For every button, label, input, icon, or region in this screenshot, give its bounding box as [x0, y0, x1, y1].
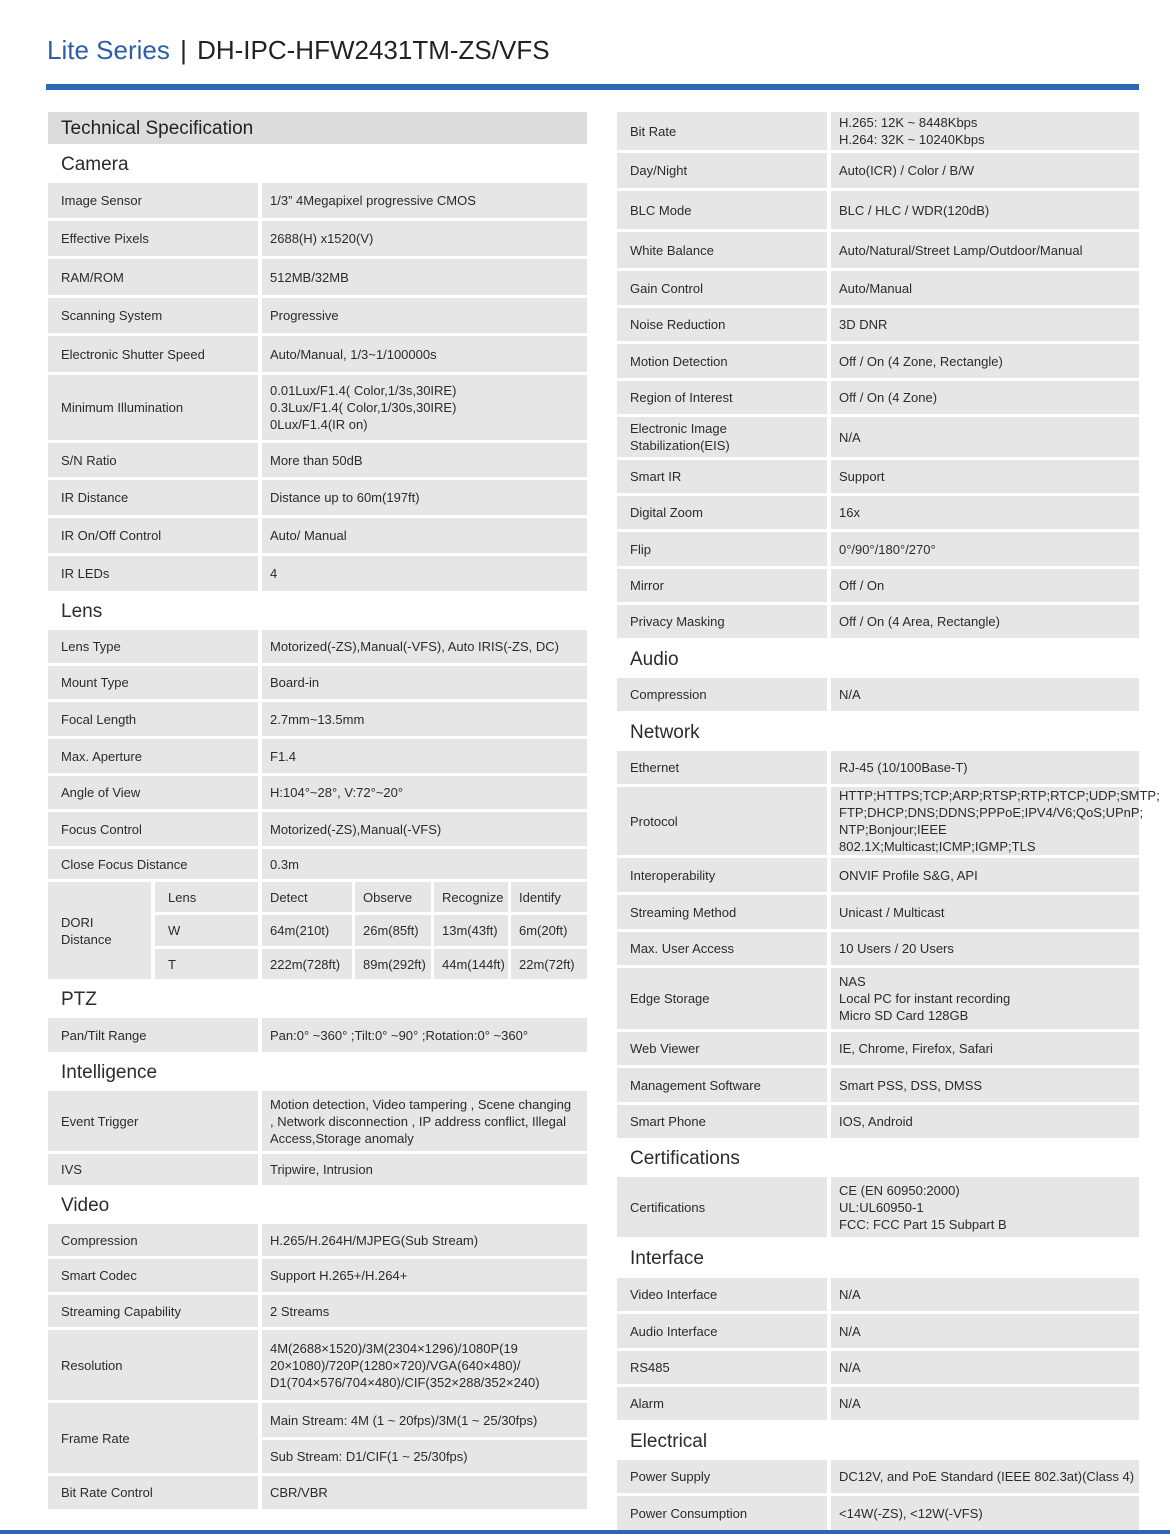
spec-row-noise-reduction: Noise Reduction 3D DNR — [617, 308, 1139, 344]
spec-row-ir-control: IR On/Off Control Auto/ Manual — [48, 518, 587, 556]
spec-row-sn-ratio: S/N Ratio More than 50dB — [48, 443, 587, 480]
spec-row-image-sensor: Image Sensor 1/3” 4Megapixel progressive CMOS — [48, 183, 587, 221]
dori-row-w: W 64m(210t) 26m(85ft) 13m(43ft) 6m(20ft) — [48, 915, 587, 949]
spec-row-white-balance: White Balance Auto/Natural/Street Lamp/Outdoor/Manual — [617, 232, 1139, 271]
header-separator: | — [180, 35, 187, 65]
dori-header-observe: Observe — [355, 882, 434, 915]
header-rule — [46, 84, 1139, 90]
section-interface: Interface — [617, 1240, 1139, 1278]
section-electrical: Electrical — [617, 1423, 1139, 1460]
spec-row-rs485: RS485 N/A — [617, 1351, 1139, 1387]
spec-row-smart-phone: Smart Phone IOS, Android — [617, 1105, 1139, 1141]
spec-row-interoperability: Interoperability ONVIF Profile S&G, API — [617, 858, 1139, 895]
spec-row-audio-interface: Audio Interface N/A — [617, 1314, 1139, 1351]
spec-row-alarm: Alarm N/A — [617, 1387, 1139, 1423]
spec-title: Technical Specification — [48, 112, 587, 147]
frame-rate-label: Frame Rate — [48, 1403, 262, 1476]
section-ptz: PTZ — [48, 982, 587, 1018]
section-camera: Camera — [48, 147, 587, 183]
spec-row-flip: Flip 0°/90°/180°/270° — [617, 532, 1139, 569]
spec-row-eis: Electronic Image Stabilization(EIS) N/A — [617, 417, 1139, 460]
spec-row-blc-mode: BLC Mode BLC / HLC / WDR(120dB) — [617, 191, 1139, 232]
spec-row-video-interface: Video Interface N/A — [617, 1278, 1139, 1314]
section-certifications: Certifications — [617, 1141, 1139, 1177]
spec-row-power-consumption: Power Consumption <14W(-ZS), <12W(-VFS) — [617, 1496, 1139, 1533]
spec-row-mount-type: Mount Type Board-in — [48, 666, 587, 702]
spec-row-angle-of-view: Angle of View H:104°~28°, V:72°~20° — [48, 776, 587, 812]
spec-row-ram-rom: RAM/ROM 512MB/32MB — [48, 259, 587, 298]
spec-row-video-compression: Compression H.265/H.264H/MJPEG(Sub Stream) — [48, 1224, 587, 1259]
spec-row-resolution: Resolution 4M(2688×1520)/3M(2304×1296)/1080P(19 20×1080)/720P(1280×720)/VGA(640×480)/ D1(704×576/704×480)/CIF(352×288/352×240) — [48, 1330, 587, 1403]
spec-row-motion-detection: Motion Detection Off / On (4 Zone, Rectangle) — [617, 344, 1139, 381]
spec-row-bit-rate: Bit Rate H.265: 12K ~ 8448Kbps H.264: 32K ~ 10240Kbps — [617, 112, 1139, 153]
dori-label: DORI Distance — [48, 882, 155, 982]
spec-row-streaming-method: Streaming Method Unicast / Multicast — [617, 895, 1139, 932]
spec-row-mirror: Mirror Off / On — [617, 569, 1139, 605]
spec-row-protocol: Protocol HTTP;HTTPS;TCP;ARP;RTSP;RTP;RTCP;UDP;SMTP; FTP;DHCP;DNS;DDNS;PPPoE;IPV4/V6;QoS;UPnP; NTP;Bonjour;IEEE 802.1X;Multicast;ICMP;IGMP;TLS — [617, 787, 1139, 858]
spec-row-max-aperture: Max. Aperture F1.4 — [48, 739, 587, 776]
spec-row-management-software: Management Software Smart PSS, DSS, DMSS — [617, 1068, 1139, 1105]
spec-row-frame-rate-main — [48, 1403, 587, 1440]
spec-row-pan-tilt: Pan/Tilt Range Pan:0° ~360° ;Tilt:0° ~90° ;Rotation:0° ~360° — [48, 1018, 587, 1055]
spec-row-ir-distance: IR Distance Distance up to 60m(197ft) — [48, 480, 587, 518]
dori-header-identify: Identify — [511, 882, 587, 915]
section-lens: Lens — [48, 594, 587, 630]
footer-rule — [0, 1530, 1170, 1534]
dori-header-lens: Lens — [155, 882, 262, 915]
spec-row-audio-compression: Compression N/A — [617, 678, 1139, 714]
spec-row-smart-ir: Smart IR Support — [617, 460, 1139, 496]
frame-rate-main: Main Stream: 4M (1 ~ 20fps)/3M(1 ~ 25/30fps) — [262, 1403, 587, 1440]
spec-row-focal-length: Focal Length 2.7mm~13.5mm — [48, 702, 587, 739]
dori-header-row — [48, 882, 587, 915]
frame-rate-sub: Sub Stream: D1/CIF(1 ~ 25/30fps) — [262, 1440, 587, 1476]
section-network: Network — [617, 714, 1139, 751]
spec-row-web-viewer: Web Viewer IE, Chrome, Firefox, Safari — [617, 1032, 1139, 1068]
spec-row-event-trigger: Event Trigger Motion detection, Video tampering , Scene changing , Network disconnection , IP address conflict, Illegal Access,Storage anomaly — [48, 1091, 587, 1154]
spec-row-day-night: Day/Night Auto(ICR) / Color / B/W — [617, 153, 1139, 191]
spec-row-privacy-masking: Privacy Masking Off / On (4 Area, Rectangle) — [617, 605, 1139, 641]
spec-row-close-focus: Close Focus Distance 0.3m — [48, 849, 587, 882]
spec-row-ethernet: Ethernet RJ-45 (10/100Base-T) — [617, 751, 1139, 787]
section-intelligence: Intelligence — [48, 1055, 587, 1091]
spec-row-ir-leds: IR LEDs 4 — [48, 556, 587, 594]
spec-row-digital-zoom: Digital Zoom 16x — [617, 496, 1139, 532]
spec-row-effective-pixels: Effective Pixels 2688(H) x1520(V) — [48, 221, 587, 259]
dori-header-detect: Detect — [262, 882, 355, 915]
spec-row-shutter-speed: Electronic Shutter Speed Auto/Manual, 1/3~1/100000s — [48, 336, 587, 375]
dori-row-t: T 222m(728ft) 89m(292ft) 44m(144ft) 22m(72ft) — [48, 949, 587, 982]
model-name: DH-IPC-HFW2431TM-ZS/VFS — [197, 35, 550, 65]
spec-row-min-illumination: Minimum Illumination 0.01Lux/F1.4( Color,1/3s,30IRE) 0.3Lux/F1.4( Color,1/30s,30IRE) 0Lux/F1.4(IR on) — [48, 375, 587, 443]
spec-table-right — [617, 112, 1160, 1533]
spec-row-gain-control: Gain Control Auto/Manual — [617, 271, 1139, 308]
spec-row-smart-codec: Smart Codec Support H.265+/H.264+ — [48, 1259, 587, 1295]
spec-right-column — [617, 112, 1160, 1533]
dori-header-recognize: Recognize — [434, 882, 511, 915]
spec-row-power-supply: Power Supply DC12V, and PoE Standard (IEEE 802.3at)(Class 4) — [617, 1460, 1139, 1496]
spec-row-roi: Region of Interest Off / On (4 Zone) — [617, 381, 1139, 417]
spec-row-max-user-access: Max. User Access 10 Users / 20 Users — [617, 932, 1139, 968]
spec-table-left — [48, 112, 587, 1512]
page-header — [47, 30, 550, 76]
spec-row-streaming-capability: Streaming Capability 2 Streams — [48, 1295, 587, 1330]
spec-row-focus-control: Focus Control Motorized(-ZS),Manual(-VFS) — [48, 812, 587, 849]
section-video: Video — [48, 1188, 587, 1224]
series-name: Lite Series — [47, 35, 170, 65]
section-audio: Audio — [617, 641, 1139, 678]
spec-row-bit-rate-control: Bit Rate Control CBR/VBR — [48, 1476, 587, 1512]
spec-row-ivs: IVS Tripwire, Intrusion — [48, 1154, 587, 1188]
spec-left-column — [48, 112, 587, 1512]
spec-row-edge-storage: Edge Storage NAS Local PC for instant recording Micro SD Card 128GB — [617, 968, 1139, 1032]
spec-row-lens-type: Lens Type Motorized(-ZS),Manual(-VFS), Auto IRIS(-ZS, DC) — [48, 630, 587, 666]
spec-row-scanning-system: Scanning System Progressive — [48, 298, 587, 336]
spec-row-certifications: Certifications CE (EN 60950:2000) UL:UL60950-1 FCC: FCC Part 15 Subpart B — [617, 1177, 1139, 1240]
